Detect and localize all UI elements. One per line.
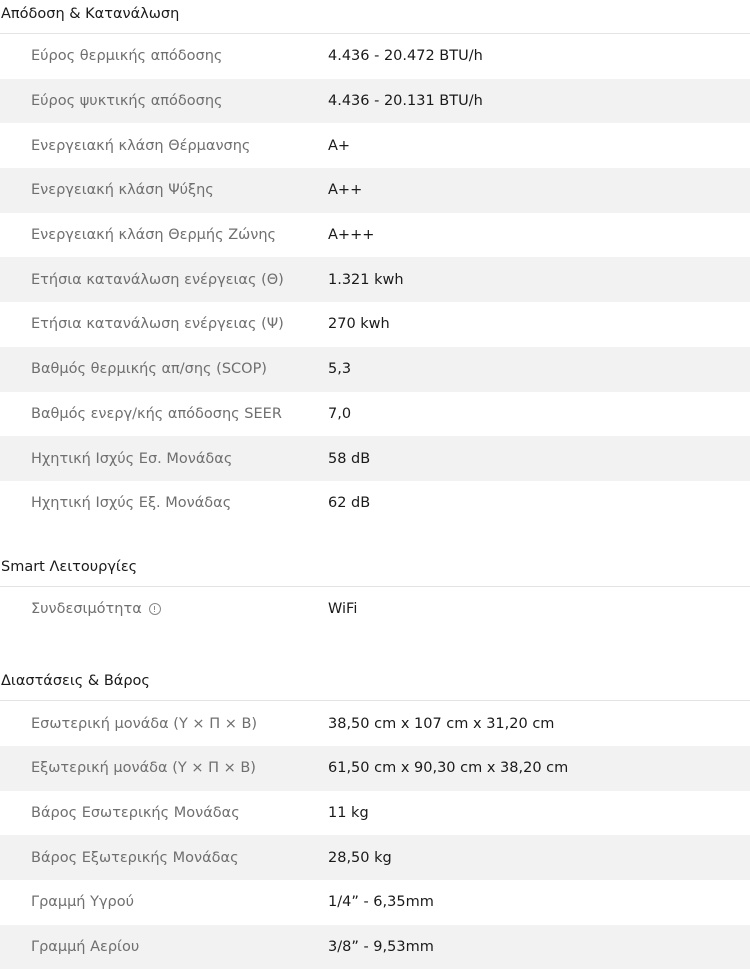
spec-label: Βάρος Εξωτερικής Μονάδας bbox=[31, 849, 239, 866]
spec-row bbox=[0, 746, 750, 791]
spec-row bbox=[0, 79, 750, 124]
spec-label: Ενεργειακή κλάση Ψύξης bbox=[31, 182, 214, 199]
spec-label: Εύρος ψυκτικής απόδοσης bbox=[31, 93, 223, 110]
spec-label: Ενεργειακή κλάση Θέρμανσης bbox=[31, 137, 251, 154]
spec-row bbox=[0, 168, 750, 213]
spec-row bbox=[0, 835, 750, 880]
spec-label: Βαθμός θερμικής απ/σης (SCOP) bbox=[31, 361, 267, 378]
spec-label-wrapper bbox=[0, 601, 328, 617]
spec-row bbox=[0, 880, 750, 925]
spec-row bbox=[0, 701, 750, 746]
section-title: Απόδοση & Κατανάλωση bbox=[0, 0, 750, 34]
section-spacer bbox=[0, 526, 750, 553]
info-icon[interactable] bbox=[149, 603, 161, 615]
spec-row bbox=[0, 123, 750, 168]
spec-value: 62 dB bbox=[328, 495, 371, 512]
spec-label: Βάρος Εσωτερικής Μονάδας bbox=[31, 804, 240, 821]
spec-value: WiFi bbox=[328, 600, 358, 617]
spec-value: 58 dB bbox=[328, 450, 371, 467]
spec-value: 11 kg bbox=[328, 804, 369, 821]
spec-value: 4.436 - 20.472 BTU/h bbox=[328, 48, 483, 65]
spec-label: Εύρος θερμικής απόδοσης bbox=[31, 48, 223, 65]
section-dimensions-weight bbox=[0, 667, 750, 969]
spec-value: A+ bbox=[328, 137, 351, 154]
spec-value: 38,50 cm x 107 cm x 31,20 cm bbox=[328, 715, 555, 732]
spec-label: Συνδεσιμότητα bbox=[31, 600, 142, 617]
spec-row bbox=[0, 302, 750, 347]
spec-label: Γραμμή Υγρού bbox=[31, 894, 134, 911]
spec-row bbox=[0, 925, 750, 969]
spec-row bbox=[0, 481, 750, 526]
spec-row bbox=[0, 436, 750, 481]
section-smart-features bbox=[0, 553, 750, 632]
spec-value: 4.436 - 20.131 BTU/h bbox=[328, 93, 483, 110]
spec-label: Ετήσια κατανάλωση ενέργειας (Θ) bbox=[31, 271, 284, 288]
spec-value: 3/8” - 9,53mm bbox=[328, 939, 434, 956]
spec-value: A+++ bbox=[328, 227, 375, 244]
section-title: Διαστάσεις & Βάρος bbox=[0, 667, 750, 701]
spec-value: A++ bbox=[328, 182, 363, 199]
spec-row bbox=[0, 257, 750, 302]
spec-label: Ηχητική Ισχύς Εξ. Μονάδας bbox=[31, 495, 232, 512]
spec-row bbox=[0, 213, 750, 258]
section-spacer bbox=[0, 631, 750, 667]
spec-label: Βαθμός ενεργ/κής απόδοσης SEER bbox=[31, 405, 282, 422]
spec-value: 1/4” - 6,35mm bbox=[328, 894, 434, 911]
spec-value: 270 kwh bbox=[328, 316, 390, 333]
spec-label: Εσωτερική μονάδα (Υ × Π × Β) bbox=[31, 715, 258, 732]
spec-label: Ηχητική Ισχύς Εσ. Μονάδας bbox=[31, 450, 233, 467]
spec-row bbox=[0, 34, 750, 79]
spec-value: 61,50 cm x 90,30 cm x 38,20 cm bbox=[328, 760, 569, 777]
spec-value: 1.321 kwh bbox=[328, 271, 404, 288]
spec-row bbox=[0, 347, 750, 392]
spec-row bbox=[0, 791, 750, 836]
section-title: Smart Λειτουργίες bbox=[0, 553, 750, 587]
spec-row bbox=[0, 587, 750, 632]
spec-value: 28,50 kg bbox=[328, 849, 392, 866]
spec-row bbox=[0, 392, 750, 437]
spec-label: Γραμμή Αερίου bbox=[31, 939, 140, 956]
spec-label: Εξωτερική μονάδα (Υ × Π × Β) bbox=[31, 760, 256, 777]
spec-value: 7,0 bbox=[328, 405, 352, 422]
spec-label: Ενεργειακή κλάση Θερμής Ζώνης bbox=[31, 227, 277, 244]
spec-value: 5,3 bbox=[328, 361, 352, 378]
spec-label: Ετήσια κατανάλωση ενέργειας (Ψ) bbox=[31, 316, 284, 333]
